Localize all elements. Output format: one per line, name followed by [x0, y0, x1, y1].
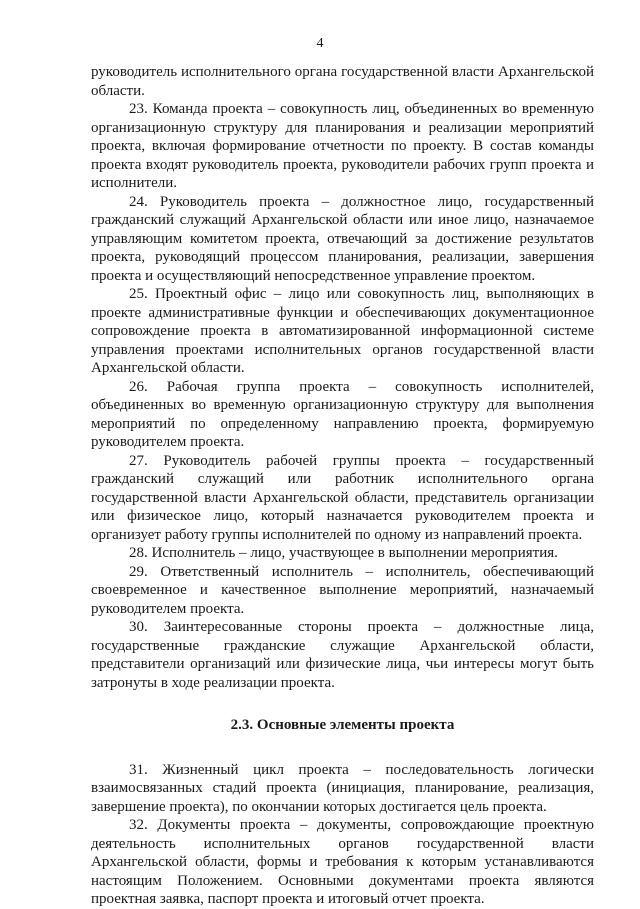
paragraph-29: 29. Ответственный исполнитель – исполнитель, обеспечивающий своевременное и качественное выполнение мероприятий, назначаемый руководителем проекта.	[91, 563, 594, 617]
paragraph-30: 30. Заинтересованные стороны проекта – должностные лица, государственные гражданские служащие Архангельской области, представители организаций или физические лица, чьи интересы могут быть затронуты в ходе реализации проекта.	[91, 619, 594, 691]
section-heading: 2.3. Основные элементы проекта	[230, 717, 455, 733]
paragraph-31: 31. Жизненный цикл проекта – последовательность логически взаимосвязанных стадий проекта (инициация, планирование, реализация, завершение проекта), по окончании которых достигается цель проекта.	[91, 761, 594, 815]
document-body	[91, 63, 594, 909]
paragraph-24: 24. Руководитель проекта – должностное лицо, государственный гражданский служащий Архангельской области или иное лицо, назначаемое управляющим комитетом проекта, отвечающий за достижение результатов проекта, руководящий процессом планирования, реализации, завершения проекта и осуществляющий непосредственное управление проектом.	[91, 193, 594, 284]
paragraph-32: 32. Документы проекта – документы, сопровождающие проектную деятельность исполнительных органов государственной власти Архангельской области, формы и требования к которым устанавливаются настоящим Положением. Основными документами проекта являются проектная заявка, паспорт проекта и итоговый отчет проекта.	[91, 817, 594, 907]
paragraph-26: 26. Рабочая группа проекта – совокупность исполнителей, объединенных во временную организационную структуру для выполнения мероприятий по определенному направлению проекта, формируемую руководителем проекта.	[91, 378, 594, 450]
paragraph-28: 28. Исполнитель – лицо, участвующее в выполнении мероприятия.	[129, 545, 558, 561]
continuation-paragraph: руководитель исполнительного органа государственной власти Архангельской области.	[91, 64, 594, 99]
paragraph-25: 25. Проектный офис – лицо или совокупность лиц, выполняющих в проекте административные функции и обеспечивающих документационное сопровождение проекта в автоматизированной информационной системе управления проектами исполнительных органов государственной власти Архангельской области.	[91, 286, 594, 376]
paragraph-23: 23. Команда проекта – совокупность лиц, объединенных во временную организационную структуру для планирования и реализации мероприятий проекта, включая формирование отчетности по проекту. В состав команды проекта входят руководитель проекта, руководители рабочих групп проекта и исполнители.	[91, 101, 594, 191]
paragraph-27: 27. Руководитель рабочей группы проекта – государственный гражданский служащий или работник исполнительного органа государственной власти Архангельской области, представитель организации или физическое лицо, который назначается руководителем проекта и организует работу группы исполнителей по одному из направлений проекта.	[91, 452, 594, 543]
page-number: 4	[316, 36, 324, 51]
